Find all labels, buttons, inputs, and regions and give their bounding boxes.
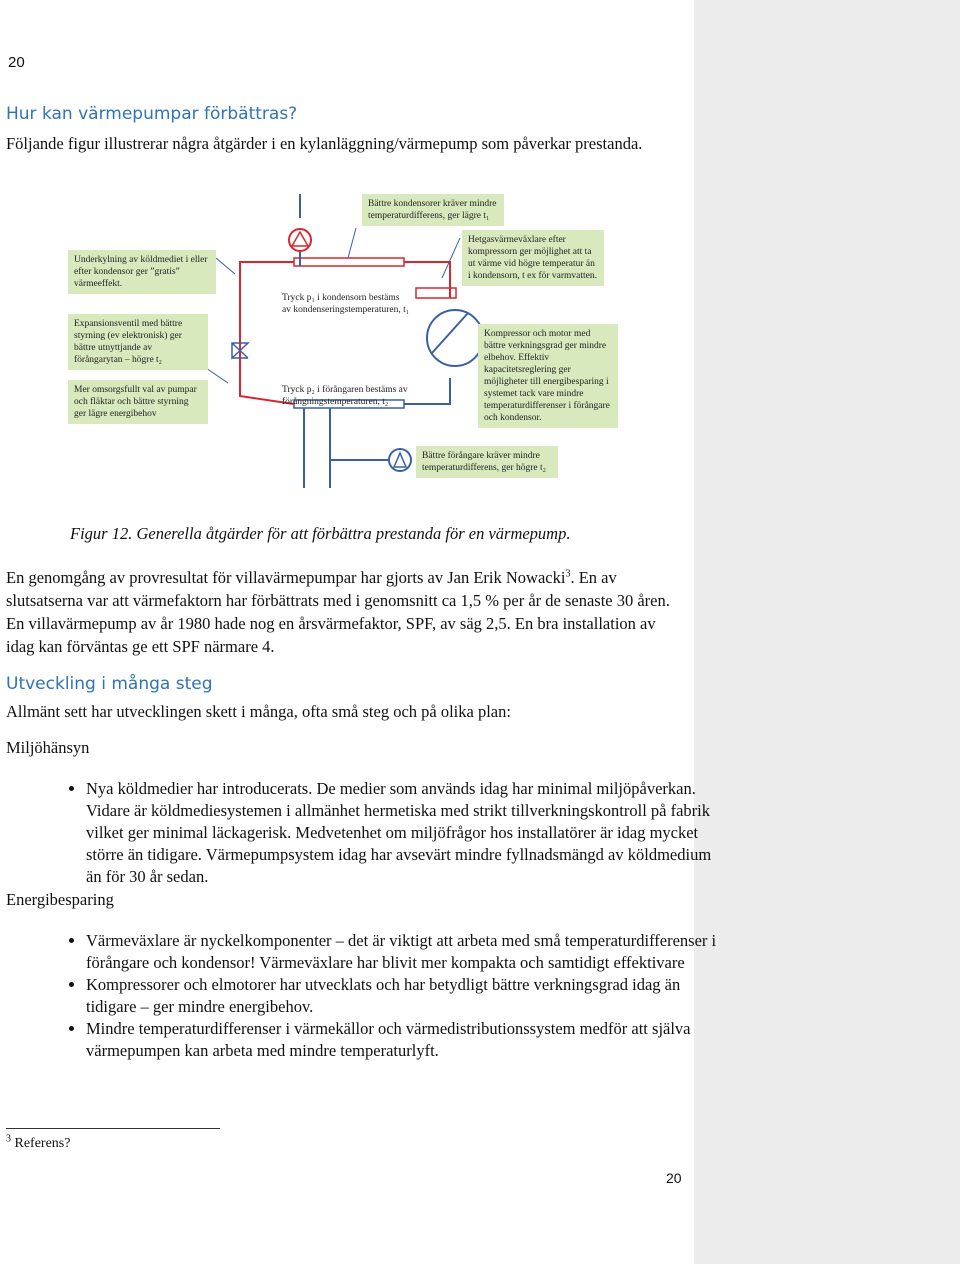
- list-item: • Kompressorer och elmotorer har utvecklats och har betydligt bättre verkningsgrad idag än tidigare – ger mindre energibehov.: [86, 974, 726, 1018]
- paragraph-results-start: En genomgång av provresultat för villavärmepumpar har gjorts av Jan Erik Nowacki: [6, 568, 566, 587]
- label-tryck-p2: Tryck p₂ i förångaren bestäms av förångningstemperaturen, t₂: [282, 385, 408, 407]
- label-miljohansyn: Miljöhänsyn: [6, 738, 90, 757]
- page-header-number: 20: [8, 54, 25, 71]
- section-heading-development: Utveckling i många steg: [6, 674, 213, 694]
- heat-pump-diagram: [60, 188, 630, 498]
- compressor-icon: [427, 310, 483, 366]
- list-item: • Nya köldmedier har introducerats. De medier som används idag har minimal miljöpåverkan. Vidare är köldmediesystemen i allmänhet hermetiska med strikt tillverkningskontroll på fabrik vilket ger minimal läckagerisk. Medvetenhet om miljöfrågor hos installatörer är idag mycket större än tidigare. Värmepumpsystem idag har avsevärt mindre fyllnadsmängd av köldmedium än för 30 år sedan.: [86, 778, 726, 888]
- pump-arrow-icon: [292, 232, 308, 246]
- list-item: • Mindre temperaturdifferenser i värmekällor och värmedistributionssystem medför att själva värmepumpen kan arbeta med mindre temperaturlyft.: [86, 1018, 726, 1062]
- miljo-bullet-list: [50, 778, 726, 888]
- evaporator-water-pipe: [304, 408, 390, 488]
- callout-forangare: Bättre förångare kräver mindre temperaturdifferens, ger högre t₂: [416, 446, 558, 478]
- energi-bullet-list: [50, 930, 726, 1062]
- section2-intro-text: Allmänt sett har utvecklingen skett i många, ofta små steg och på olika plan:: [6, 702, 511, 721]
- callout-expansionsventil: Expansionsventil med bättre styrning (ev elektronisk) ger bättre utnyttjande av förångarytan – högre t₂: [68, 314, 208, 370]
- section-intro-text: Följande figur illustrerar några åtgärder i en kylanläggning/värmepump som påverkar prestanda.: [6, 134, 643, 153]
- pointer-line: [348, 228, 356, 258]
- paragraph-results-rest: . En av slutsatserna var att värmefaktorn har förbättrats med i genomsnitt ca 1,5 % per år de senaste 30 åren. En villavärmepump av år 1980 hade nog en årsvärmefaktor, SPF, av säg 2,5. En bra installation av idag kan förväntas ge ett SPF närmare 4.: [6, 568, 670, 656]
- section-heading-improvements: Hur kan värmepumpar förbättras?: [6, 104, 298, 124]
- callout-underkylning: Underkylning av köldmediet i eller efter kondensor ger ”gratis” värmeeffekt.: [68, 250, 216, 294]
- page-footer-number: 20: [666, 1170, 682, 1186]
- label-tryck-p1: Tryck p₁ i kondensorn bestäms av kondenseringstemperaturen, t₁: [282, 293, 410, 315]
- callout-pumpar: Mer omsorgsfullt val av pumpar och fläktar och bättre styrning ger lägre energibehov: [68, 380, 208, 424]
- footnote-text: Referens?: [11, 1136, 71, 1151]
- list-item: • Värmeväxlare är nyckelkomponenter – det är viktigt att arbeta med små temperaturdifferenser i förångare och kondensor! Värmeväxlare har blivit mer kompakta och samtidigt effektivare: [86, 930, 726, 974]
- pointer-line: [206, 368, 228, 383]
- label-energibesparing: Energibesparing: [6, 890, 114, 909]
- footnote-ref[interactable]: 3: [565, 568, 571, 580]
- callout-kompressor: Kompressor och motor med bättre verkningsgrad ger mindre elbehov. Effektiv kapacitetsreglering ger möjligheter till energibesparing i systemet tack vare mindre temperaturdifferenser i förångare och kondensor.: [478, 324, 618, 428]
- pointer-line: [216, 258, 235, 274]
- footnote: [6, 1133, 71, 1152]
- compressor-arrow: [432, 313, 468, 353]
- pump-arrow-icon: [394, 453, 406, 467]
- callout-kondensor: Bättre kondensorer kräver mindre temperaturdifferens, ger lägre t₁: [362, 194, 504, 226]
- footnote-divider: [6, 1128, 220, 1129]
- figure-caption: Figur 12. Generella åtgärder för att förbättra prestanda för en värmepump.: [70, 524, 571, 543]
- condenser-coil: [294, 258, 404, 266]
- paragraph-results: [6, 566, 670, 658]
- footnote-number: 3: [6, 1133, 11, 1145]
- right-margin-panel: [694, 0, 960, 1264]
- callout-hetgas: Hetgasvärmeväxlare efter kompressorn ger möjlighet att ta ut värme vid högre temperatur än i kondensorn, t ex för varmvatten.: [462, 230, 604, 286]
